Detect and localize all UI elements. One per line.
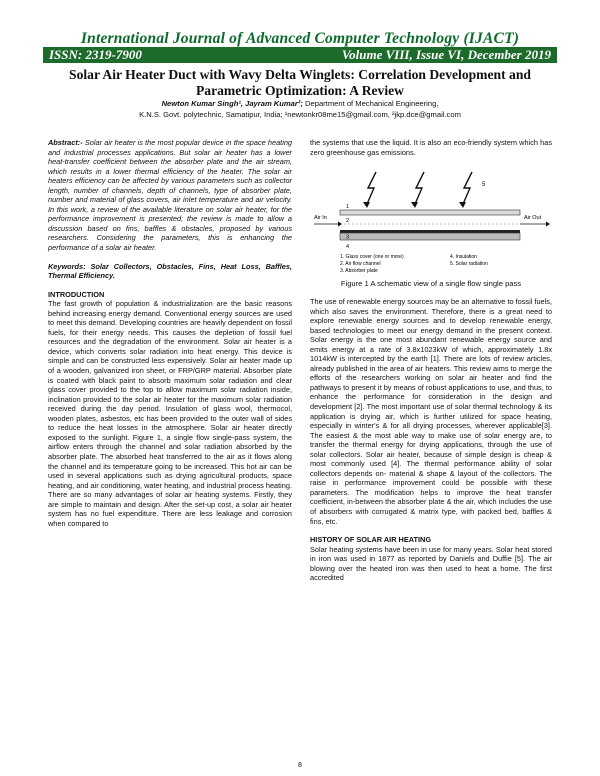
introduction-heading: INTRODUCTION [48, 289, 105, 299]
journal-title: International Journal of Advanced Computer Technology (IJACT) [80, 30, 520, 47]
legend-3: 3. Absorber plate [340, 268, 378, 274]
air-in-arrow-icon [338, 222, 342, 227]
legend-5: 5. Solar radiation [450, 261, 488, 267]
solar-radiation-icon [415, 172, 424, 204]
label-3: 3 [346, 234, 350, 241]
figure-caption: Figure 1 A schematic view of a single flow single pass [340, 279, 522, 288]
abstract-label: Abstract:- [48, 138, 83, 147]
paper-title: Solar Air Heater Duct with Wavy Delta Winglets: Correlation Development and Parametric Optimization: A Review [69, 67, 531, 98]
abstract [48, 138, 292, 253]
abstract-text: Solar air heater is the most popular device in the space heating and industrial processes applications. But solar air heater has a lower heat-transfer coefficient between the absorber plate and the air stream, which results in a lower thermal efficiency of the heater. The solar air heaters efficiency can be affected by various parameters such as collector length, number of channels, depth of channels, type of absorber plate, number and material of glass covers, air inlet temperature and air velocity. In this work, a review of the available literature on solar air heater, for the performance improvement is presented; the review is made to allow a discussion based on fins, baffles & obstacles, proposed by various researchers. Considering the parameters, this is enhancing the performance of a solar air heater. [48, 138, 292, 253]
figure-schematic [310, 164, 552, 276]
introduction-text: The fast growth of population & industrialization are the basic reasons behind increasing energy demand. Conventional energy sources are used to meet this demand. Developing countries are heavily dependent on fossil fuels, for their energy needs. This causes the depletion of fossil fuel resources and the degradation of the environment. Solar air heater is a device, which converts solar radiation into heat energy. This device is simple and can be constructed less expensively. Solar air heater made up of a wooden, galvanized iron sheet, or FRP/GRP material. Absorber plate is coated with black paint to absorb maximum solar radiation and clear glass cover provided to the top to allow maximum solar radiation inside, inclination provided to the solar air heater for the maximum solar radiation received during the day period. Insulation of glass wool, thermocol, wooden plates, asbestos, etc has been provided to the outer wall of sides to reduce the heat losses in the atmosphere. Solar air heater directly exposed to the sunlight. Figure 1, a single flow single-pass system, the airflow enters through the channel and solar radiation absorbed by the absorber plate. The absorbed heat transferred to the air as it flows along the channel and its temperature going to be increased. This hot air can be used in several applications such as drying agricultural products, space heating, and air conditioning, water heating, and industrial process heating. There are so many advantages of solar air heating systems. Firstly, they are simple to maintain and design. After the set-up cost, a solar air heater system has no fuel expenditure. There are less leakage and corrosion when compared to [48, 299, 292, 528]
history-heading: HISTORY OF SOLAR AIR HEATING [310, 535, 432, 545]
solar-radiation-icon [463, 172, 472, 204]
air-out-label: Air Out [524, 215, 542, 221]
right-column-body [310, 297, 552, 583]
affiliation-emails: K.N.S. Govt. polytechnic, Samatipur, India; ¹newtonkr08me15@gmail.com, ²jkp.dce@gmail.com [139, 109, 461, 119]
page-number: 8 [298, 762, 302, 769]
author-names: Newton Kumar Singh¹, Jayram Kumar²; [161, 99, 303, 108]
label-2: 2 [346, 218, 350, 224]
journal-banner [43, 47, 557, 63]
volume-issue: Volume VIII, Issue VI, December 2019 [341, 47, 551, 62]
left-column [48, 138, 292, 528]
air-out-arrow-icon [546, 222, 550, 227]
right-column-top [310, 138, 552, 157]
legend-4: 4. Insulation [450, 254, 477, 260]
affiliation: Department of Mechanical Engineering, [302, 99, 439, 108]
right-paragraph-1: The use of renewable energy sources may be an alternative to fossil fuels, which also saves the environment. Therefore, there is a great need to explore renewable energy sources and to develop renewable energy, based technologies to meet our energy demand in the present context. Solar energy is the one most abundant renewable energy source and emits energy at a rate of 3.8x1023kW of which, approximately 1.8x 1014kW is intercepted by the earth [1]. There are lots of review articles, already published in the area of air heaters. This review aims to merge the efforts of the researchers working on solar air heater and find the pathways to present it by means of robust applications to use, and thus, to enhance the performance for consideration in the design and development [2]. The most important use of solar thermal technology & its application is drying air, which is further utilized for space heating, especially in winter's & for all drying processes, wherever applicable[3]. The easiest & the most able way to make use of solar energy are, to transfer the thermal energy for drying applications, through the use of solar collectors. Solar air heater, because of simple design is cheap & most commonly used [4]. The thermal performance ability of solar collectors depends on- material & shape & layout of the collectors. The raise in performance improvement could be possible with these parameters. The modification helps to improve the heat transfer coefficient, in-between the absorber plate & the air, which includes the use of absorbers with corrugated & matrix type, with packed bed, baffles & fins, etc. [310, 297, 552, 526]
legend-1: 1. Glass cover (one or more) [340, 254, 404, 260]
label-4: 4 [346, 244, 350, 250]
air-in-label: Air In [314, 215, 327, 221]
solar-radiation-icon [367, 172, 376, 204]
history-text: Solar heating systems have been in use for many years. Solar heat stored in iron was used in 1877 as reported by Daniels and Duffie [5]. The air blowing over the heated iron was then used to heat a home. The first accredited [310, 544, 552, 583]
authors-block [43, 99, 557, 120]
glass-cover [340, 210, 520, 215]
legend-2: 2. Air flow channel [340, 261, 381, 267]
label-5: 5 [482, 182, 486, 188]
insulation [340, 233, 520, 240]
issn: ISSN: 2319-7900 [49, 47, 142, 62]
label-1: 1 [346, 204, 350, 210]
right-top-text: the systems that use the liquid. It is also an eco-friendly system which has zero greenhouse gas emissions. [310, 138, 552, 157]
keywords: Keywords: Solar Collectors, Obstacles, Fins, Heat Loss, Baffles, Thermal Efficiency. [48, 261, 292, 281]
absorber-plate [340, 230, 520, 233]
